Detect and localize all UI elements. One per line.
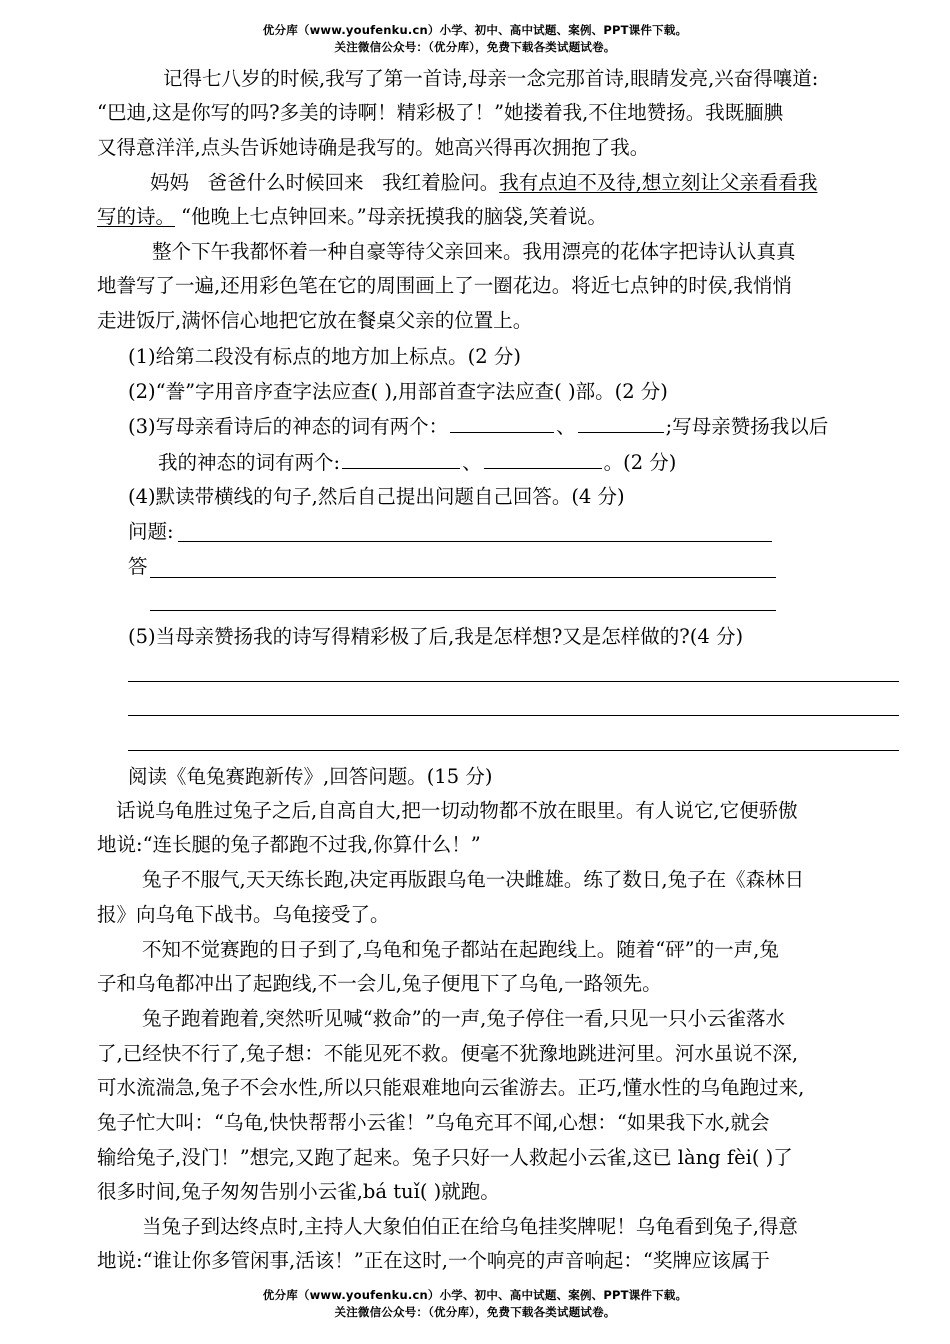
answer-line-question[interactable] <box>178 541 772 542</box>
passage1-p2-text: 妈妈 爸爸什么时候回来 我红着脸问。 <box>150 171 500 194</box>
answer-line-q5-1[interactable] <box>128 681 899 682</box>
passage1-p3-line3: 走进饭厅,满怀信心地把它放在餐桌父亲的位置上。 <box>97 309 533 332</box>
answer-blank-3a[interactable] <box>450 410 554 433</box>
footer-line-2: 关注微信公众号：（优分库），免费下载各类试题试卷。 <box>334 1305 616 1319</box>
passage2-line9: 可水流湍急,兔子不会水性,所以只能艰难地向云雀游去。正巧,懂水性的乌龟跑过来, <box>97 1076 805 1099</box>
separator: 、 <box>462 451 482 474</box>
answer-line-answer-1[interactable] <box>150 577 776 578</box>
answer-blank-3b[interactable] <box>578 410 664 433</box>
answer-blank-3d[interactable] <box>484 446 602 469</box>
passage2-line13: 当兔子到达终点时,主持人大象伯伯正在给乌龟挂奖牌呢！乌龟看到兔子,得意 <box>142 1215 798 1238</box>
passage2-line5: 不知不觉赛跑的日子到了,乌龟和兔子都站在起跑线上。随着“砰”的一声,兔 <box>142 938 779 961</box>
question-3-line1 <box>128 410 828 442</box>
separator: 、 <box>556 415 576 438</box>
answer-line-q5-3[interactable] <box>128 750 899 751</box>
passage2-line6: 子和乌龟都冲出了起跑线,不一会儿,兔子便甩下了乌龟,一路领先。 <box>97 972 662 995</box>
passage2-line14: 地说:“谁让你多管闲事,活该！”正在这时,一个响亮的声音响起：“奖牌应该属于 <box>97 1249 770 1272</box>
header-line-2: 关注微信公众号：（优分库），免费下载各类试题试卷。 <box>334 40 616 54</box>
question-3-text: (3)写母亲看诗后的神态的词有两个： <box>128 415 449 438</box>
question-2: (2)“誊”字用音序查字法应查( ),用部首查字法应查( )部。(2 分) <box>128 380 668 403</box>
passage2-line10: 兔子忙大叫：“乌龟,快快帮帮小云雀！”乌龟充耳不闻,心想：“如果我下水,就会 <box>97 1111 770 1134</box>
passage1-p2-line1 <box>150 167 817 199</box>
passage2-line11: 输给兔子,没门！”想完,又跑了起来。兔子只好一人救起小云雀,这已 làng fèi( )了 <box>97 1146 793 1169</box>
answer-line-q5-2[interactable] <box>128 715 899 716</box>
passage1-p3-line2: 地誊写了一遍,还用彩色笔在它的周围画上了一圈花边。将近七点钟的时侯,我悄悄 <box>97 274 792 297</box>
page-footer <box>0 1287 950 1321</box>
passage1-p2-line2 <box>97 201 607 233</box>
question-5: (5)当母亲赞扬我的诗写得精彩极了后,我是怎样想?又是怎样做的?(4 分) <box>128 625 744 648</box>
footer-line-1: 优分库（www.youfenku.cn）小学、初中、高中试题、案例、PPT课件下载。 <box>262 1288 688 1302</box>
answer-blank-3c[interactable] <box>342 446 460 469</box>
passage1-p1-line1: 记得七八岁的时候,我写了第一首诗,母亲一念完那首诗,眼睛发亮,兴奋得嚷道: <box>163 67 819 90</box>
underlined-sentence-part2: 写的诗。 <box>97 205 176 228</box>
question-3-text-c: 我的神态的词有两个: <box>158 451 341 474</box>
passage2-line7: 兔子跑着跑着,突然听见喊“救命”的一声,兔子停住一看,只见一只小云雀落水 <box>142 1007 786 1030</box>
passage2-line1: 话说乌龟胜过兔子之后,自高自大,把一切动物都不放在眼里。有人说它,它便骄傲 <box>116 799 798 822</box>
passage2-line3: 兔子不服气,天天练长跑,决定再版跟乌龟一决雌雄。练了数日,兔子在《森林日 <box>142 868 805 891</box>
passage2-intro: 阅读《龟兔赛跑新传》,回答问题。(15 分) <box>128 765 493 788</box>
question-3-end: 。(2 分) <box>603 451 677 474</box>
passage2-line2: 地说:“连长腿的兔子都跑不过我,你算什么！” <box>97 833 481 856</box>
passage2-line8: 了,已经快不行了,兔子想：不能见死不救。便毫不犹豫地跳进河里。河水虽说不深, <box>97 1042 799 1065</box>
header-line-1: 优分库（www.youfenku.cn）小学、初中、高中试题、案例、PPT课件下载。 <box>262 23 688 37</box>
question-4-answer-label: 答 <box>128 555 148 578</box>
passage1-p1-line3: 又得意洋洋,点头告诉她诗确是我写的。她高兴得再次拥抱了我。 <box>97 136 650 159</box>
passage1-p1-line2: “巴迪,这是你写的吗?多美的诗啊！精彩极了！”她搂着我,不住地赞扬。我既腼腆 <box>97 101 784 124</box>
passage2-line4: 报》向乌龟下战书。乌龟接受了。 <box>97 903 390 926</box>
question-4: (4)默读带横线的句子,然后自己提出问题自己回答。(4 分) <box>128 485 625 508</box>
answer-line-answer-2[interactable] <box>150 610 776 611</box>
page-header <box>0 22 950 56</box>
underlined-sentence-part1: 我有点迫不及待,想立刻让父亲看看我 <box>499 171 818 194</box>
passage1-p3-line1: 整个下午我都怀着一种自豪等待父亲回来。我用漂亮的花体字把诗认认真真 <box>152 240 796 263</box>
question-3-text-b: ;写母亲赞扬我以后 <box>665 415 829 438</box>
passage1-p2-text2: “他晚上七点钟回来。”母亲抚摸我的脑袋,笑着说。 <box>181 205 607 228</box>
passage2-line12: 很多时间,兔子匆匆告别小云雀,bá tuǐ( )就跑。 <box>97 1180 500 1203</box>
question-1: (1)给第二段没有标点的地方加上标点。(2 分) <box>128 345 521 368</box>
question-3-line2 <box>158 446 676 478</box>
question-4-question-label: 问题: <box>128 520 174 543</box>
